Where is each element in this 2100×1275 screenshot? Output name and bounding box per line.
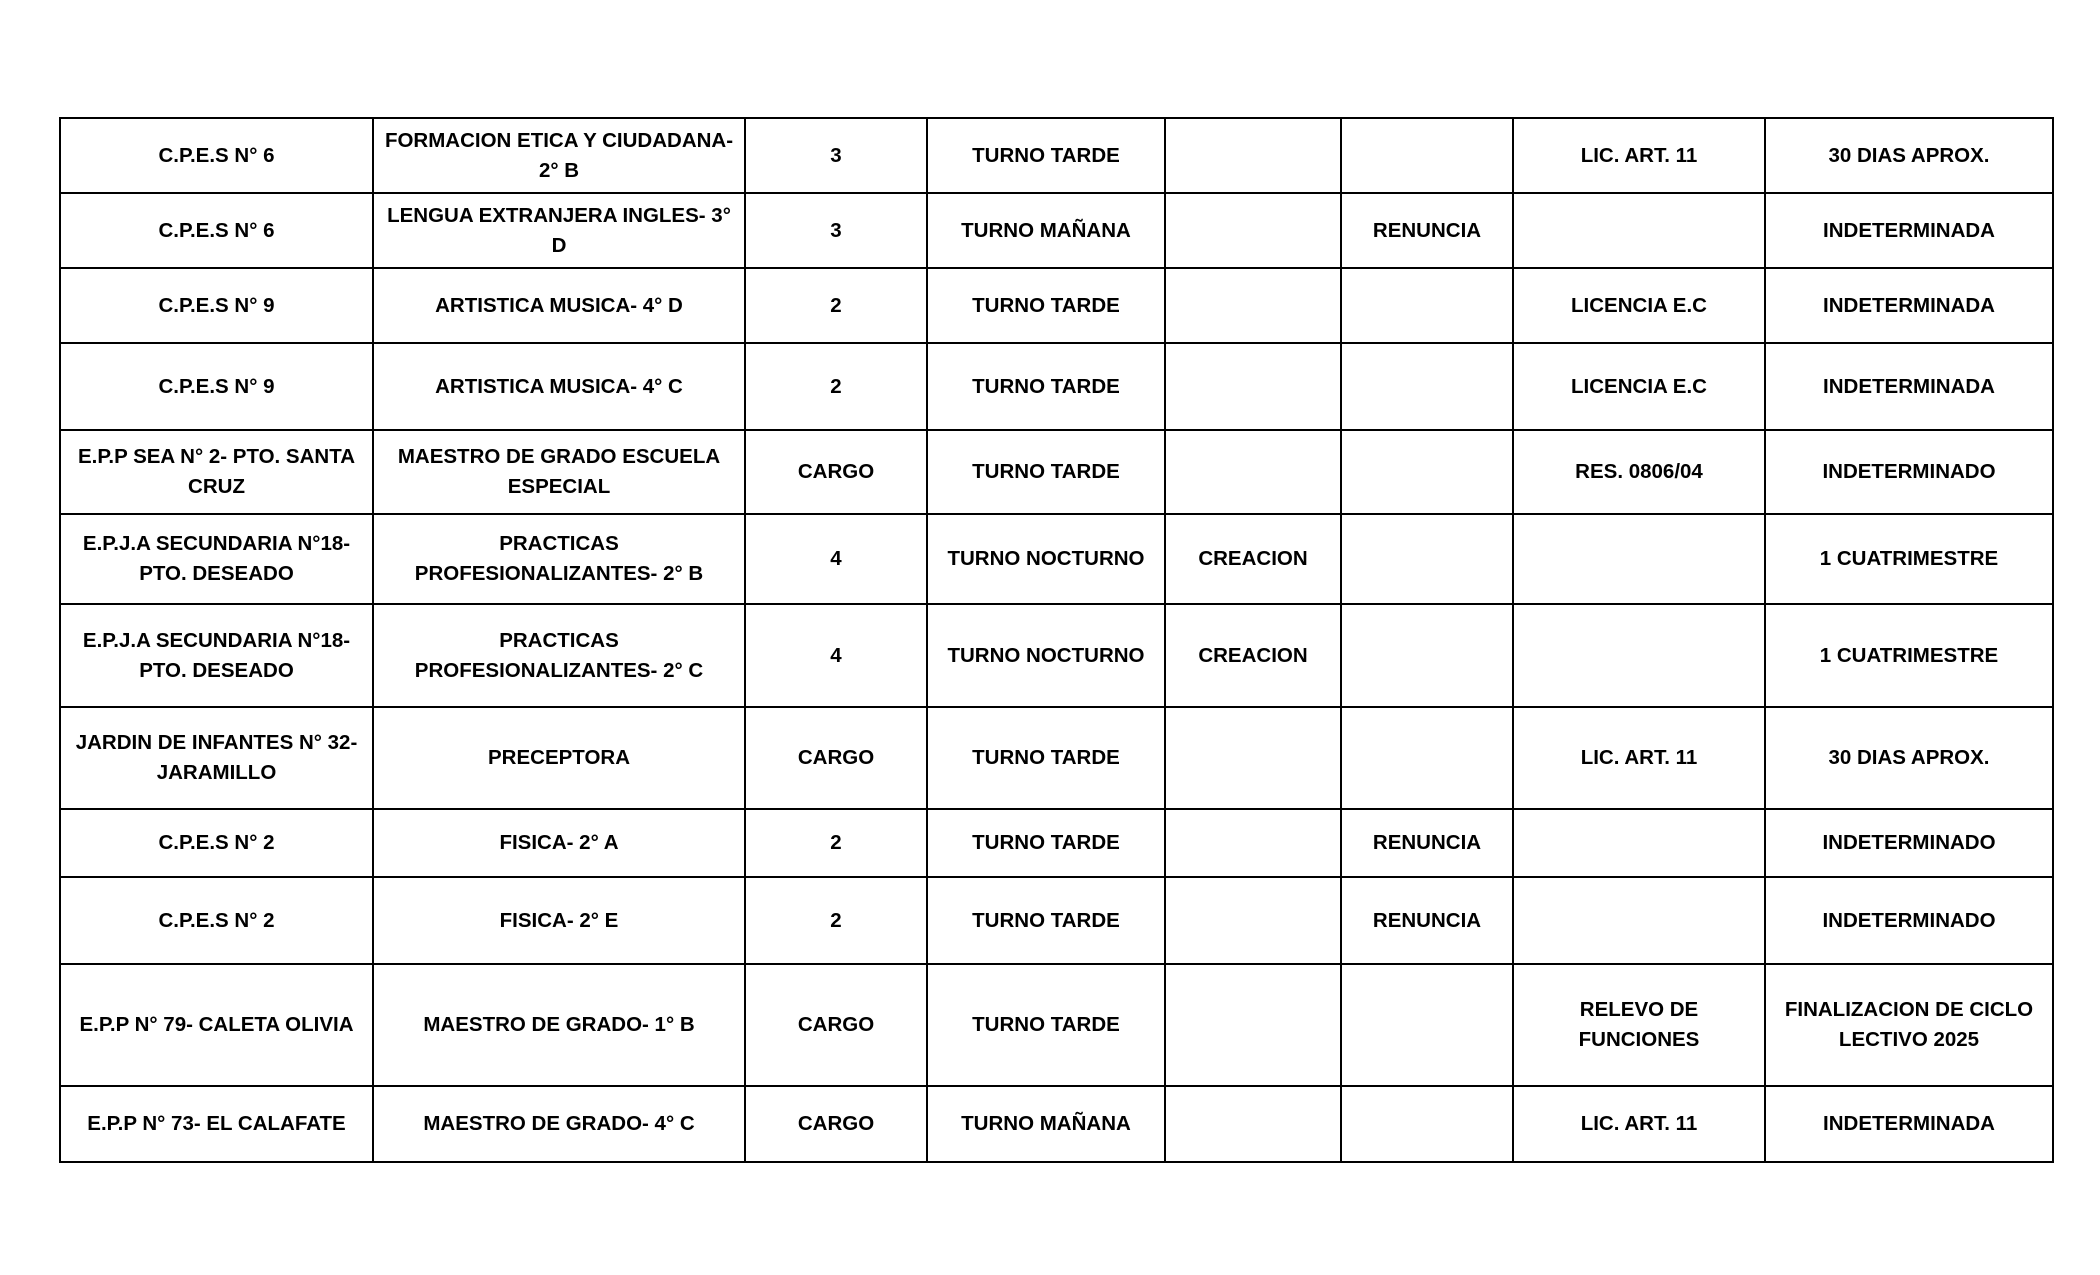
shift-cell: TURNO MAÑANA <box>927 1086 1165 1162</box>
reason-cell <box>1513 877 1765 964</box>
table-row <box>60 809 2053 877</box>
subject-cell: MAESTRO DE GRADO ESCUELA ESPECIAL <box>373 430 745 514</box>
reason-cell <box>1513 514 1765 604</box>
table-row <box>60 193 2053 268</box>
creation-cell: CREACION <box>1165 514 1341 604</box>
reason-cell <box>1513 193 1765 268</box>
shift-cell: TURNO TARDE <box>927 964 1165 1086</box>
shift-cell: TURNO TARDE <box>927 430 1165 514</box>
reason-cell <box>1513 604 1765 707</box>
table-row <box>60 268 2053 343</box>
resignation-cell: RENUNCIA <box>1341 877 1513 964</box>
vacancy-sheet <box>59 117 2052 1163</box>
resignation-cell <box>1341 430 1513 514</box>
duration-cell: 1 CUATRIMESTRE <box>1765 514 2053 604</box>
subject-cell: FISICA- 2° E <box>373 877 745 964</box>
creation-cell <box>1165 430 1341 514</box>
creation-cell <box>1165 1086 1341 1162</box>
school-cell: E.P.J.A SECUNDARIA N°18- PTO. DESEADO <box>60 604 373 707</box>
school-cell: C.P.E.S N° 9 <box>60 268 373 343</box>
reason-cell: RES. 0806/04 <box>1513 430 1765 514</box>
shift-cell: TURNO TARDE <box>927 877 1165 964</box>
duration-cell: INDETERMINADA <box>1765 1086 2053 1162</box>
subject-cell: FISICA- 2° A <box>373 809 745 877</box>
subject-cell: FORMACION ETICA Y CIUDADANA- 2° B <box>373 118 745 193</box>
school-cell: C.P.E.S N° 2 <box>60 877 373 964</box>
table-row <box>60 964 2053 1086</box>
subject-cell: MAESTRO DE GRADO- 1° B <box>373 964 745 1086</box>
creation-cell <box>1165 707 1341 809</box>
school-cell: E.P.P N° 73- EL CALAFATE <box>60 1086 373 1162</box>
table-row <box>60 604 2053 707</box>
hours-cell: CARGO <box>745 964 927 1086</box>
reason-cell: LIC. ART. 11 <box>1513 118 1765 193</box>
duration-cell: INDETERMINADO <box>1765 430 2053 514</box>
resignation-cell <box>1341 964 1513 1086</box>
duration-cell: 1 CUATRIMESTRE <box>1765 604 2053 707</box>
duration-cell: INDETERMINADO <box>1765 877 2053 964</box>
reason-cell: LIC. ART. 11 <box>1513 707 1765 809</box>
resignation-cell <box>1341 268 1513 343</box>
reason-cell: RELEVO DE FUNCIONES <box>1513 964 1765 1086</box>
reason-cell: LIC. ART. 11 <box>1513 1086 1765 1162</box>
shift-cell: TURNO TARDE <box>927 268 1165 343</box>
shift-cell: TURNO NOCTURNO <box>927 604 1165 707</box>
school-cell: C.P.E.S N° 6 <box>60 193 373 268</box>
hours-cell: CARGO <box>745 430 927 514</box>
school-cell: JARDIN DE INFANTES N° 32- JARAMILLO <box>60 707 373 809</box>
creation-cell <box>1165 193 1341 268</box>
creation-cell <box>1165 964 1341 1086</box>
creation-cell <box>1165 877 1341 964</box>
creation-cell <box>1165 343 1341 430</box>
shift-cell: TURNO TARDE <box>927 707 1165 809</box>
table-row <box>60 514 2053 604</box>
table-body <box>60 118 2053 1162</box>
school-cell: C.P.E.S N° 9 <box>60 343 373 430</box>
resignation-cell <box>1341 118 1513 193</box>
shift-cell: TURNO TARDE <box>927 343 1165 430</box>
creation-cell <box>1165 118 1341 193</box>
table-row <box>60 430 2053 514</box>
duration-cell: INDETERMINADA <box>1765 268 2053 343</box>
duration-cell: 30 DIAS APROX. <box>1765 118 2053 193</box>
school-cell: E.P.P SEA N° 2- PTO. SANTA CRUZ <box>60 430 373 514</box>
shift-cell: TURNO MAÑANA <box>927 193 1165 268</box>
creation-cell: CREACION <box>1165 604 1341 707</box>
duration-cell: INDETERMINADO <box>1765 809 2053 877</box>
subject-cell: PRACTICAS PROFESIONALIZANTES- 2° C <box>373 604 745 707</box>
table-row <box>60 707 2053 809</box>
resignation-cell: RENUNCIA <box>1341 809 1513 877</box>
school-cell: C.P.E.S N° 6 <box>60 118 373 193</box>
hours-cell: 2 <box>745 877 927 964</box>
subject-cell: ARTISTICA MUSICA- 4° D <box>373 268 745 343</box>
subject-cell: MAESTRO DE GRADO- 4° C <box>373 1086 745 1162</box>
reason-cell <box>1513 809 1765 877</box>
school-cell: E.P.J.A SECUNDARIA N°18- PTO. DESEADO <box>60 514 373 604</box>
resignation-cell <box>1341 343 1513 430</box>
shift-cell: TURNO TARDE <box>927 118 1165 193</box>
hours-cell: 2 <box>745 343 927 430</box>
vacancy-table <box>59 117 2054 1163</box>
shift-cell: TURNO NOCTURNO <box>927 514 1165 604</box>
table-row <box>60 1086 2053 1162</box>
duration-cell: 30 DIAS APROX. <box>1765 707 2053 809</box>
resignation-cell <box>1341 707 1513 809</box>
hours-cell: 3 <box>745 118 927 193</box>
reason-cell: LICENCIA E.C <box>1513 343 1765 430</box>
hours-cell: 2 <box>745 809 927 877</box>
subject-cell: PRACTICAS PROFESIONALIZANTES- 2° B <box>373 514 745 604</box>
resignation-cell <box>1341 514 1513 604</box>
hours-cell: 3 <box>745 193 927 268</box>
duration-cell: INDETERMINADA <box>1765 343 2053 430</box>
school-cell: E.P.P N° 79- CALETA OLIVIA <box>60 964 373 1086</box>
hours-cell: CARGO <box>745 707 927 809</box>
shift-cell: TURNO TARDE <box>927 809 1165 877</box>
hours-cell: 2 <box>745 268 927 343</box>
reason-cell: LICENCIA E.C <box>1513 268 1765 343</box>
table-row <box>60 877 2053 964</box>
resignation-cell <box>1341 1086 1513 1162</box>
school-cell: C.P.E.S N° 2 <box>60 809 373 877</box>
creation-cell <box>1165 809 1341 877</box>
hours-cell: 4 <box>745 604 927 707</box>
duration-cell: FINALIZACION DE CICLO LECTIVO 2025 <box>1765 964 2053 1086</box>
table-row <box>60 343 2053 430</box>
resignation-cell <box>1341 604 1513 707</box>
subject-cell: LENGUA EXTRANJERA INGLES- 3° D <box>373 193 745 268</box>
resignation-cell: RENUNCIA <box>1341 193 1513 268</box>
table-row <box>60 118 2053 193</box>
creation-cell <box>1165 268 1341 343</box>
hours-cell: CARGO <box>745 1086 927 1162</box>
duration-cell: INDETERMINADA <box>1765 193 2053 268</box>
subject-cell: ARTISTICA MUSICA- 4° C <box>373 343 745 430</box>
subject-cell: PRECEPTORA <box>373 707 745 809</box>
hours-cell: 4 <box>745 514 927 604</box>
